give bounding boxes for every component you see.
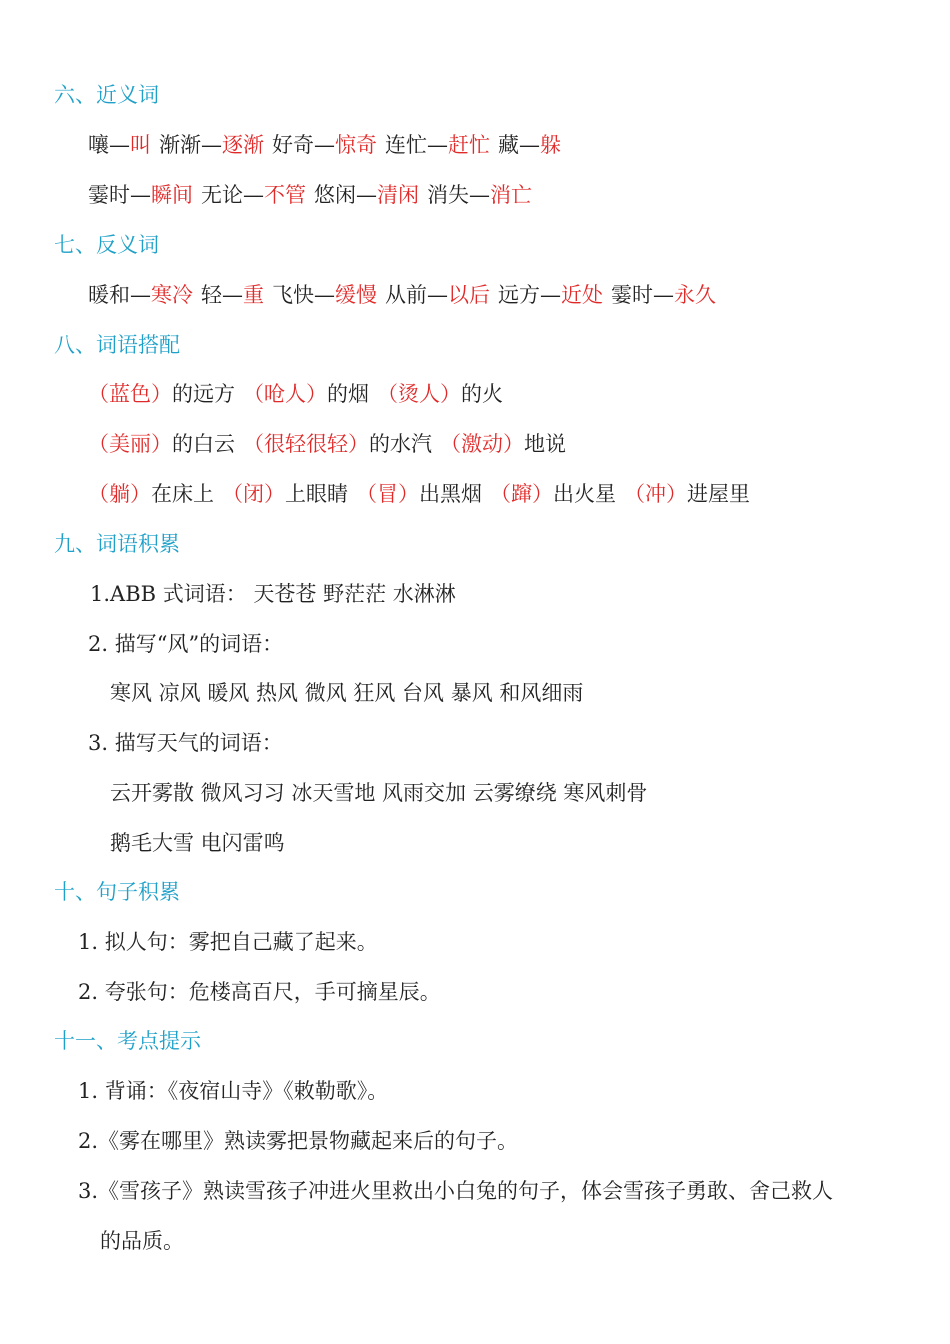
paren: ） — [264, 482, 285, 506]
word: 藏— — [498, 133, 540, 157]
word: 飞快— — [272, 283, 335, 307]
answer-word: 躺 — [109, 482, 130, 506]
weather-words-line-2: 鹅毛大雪 电闪雷鸣 — [110, 831, 285, 855]
synonym-row-2 — [88, 180, 532, 210]
word: 嚷— — [88, 133, 130, 157]
paren: （ — [88, 382, 109, 406]
answer-word: 美丽 — [109, 432, 151, 456]
collocation-item — [440, 432, 566, 456]
answer-word: 叫 — [130, 133, 151, 157]
word: 在床上 — [151, 482, 214, 506]
word-pair — [159, 133, 264, 157]
section-title-vocabulary: 九、词语积累 — [54, 532, 180, 556]
answer-word: 缓慢 — [335, 283, 377, 307]
answer-word: 冲 — [645, 482, 666, 506]
section-title-antonyms: 七、反义词 — [54, 233, 159, 257]
paren: ） — [398, 482, 419, 506]
paren: （ — [88, 432, 109, 456]
word: 渐渐— — [159, 133, 222, 157]
weather-words-line-1: 云开雾散 微风习习 冰天雪地 风雨交加 云雾缭绕 寒风刺骨 — [110, 781, 648, 805]
antonym-row-1 — [88, 280, 716, 310]
collocation-item — [243, 382, 369, 406]
collocation-row-3 — [88, 479, 750, 509]
word-pair — [385, 283, 490, 307]
answer-word: 赶忙 — [448, 133, 490, 157]
word-pair — [88, 283, 193, 307]
paren: ） — [130, 482, 151, 506]
paren: ） — [306, 382, 327, 406]
answer-word: 躲 — [540, 133, 561, 157]
paren: （ — [88, 482, 109, 506]
synonym-row-1 — [88, 130, 561, 160]
word: 的水汽 — [369, 432, 432, 456]
answer-word: 闭 — [243, 482, 264, 506]
collocation-row-1 — [88, 379, 503, 409]
word: 轻— — [201, 283, 243, 307]
paren: （ — [490, 482, 511, 506]
word: 的白云 — [172, 432, 235, 456]
paren: （ — [222, 482, 243, 506]
word: 的烟 — [327, 382, 369, 406]
word-pair — [611, 283, 716, 307]
collocation-item — [222, 482, 348, 506]
collocation-item — [88, 482, 214, 506]
answer-word: 消亡 — [490, 183, 532, 207]
word-pair — [88, 183, 193, 207]
collocation-item — [490, 482, 616, 506]
paren: （ — [356, 482, 377, 506]
paren: （ — [377, 382, 398, 406]
tip-item-3-continued: 的品质。 — [100, 1229, 184, 1253]
answer-word: 呛人 — [264, 382, 306, 406]
section-title-synonyms: 六、近义词 — [54, 83, 159, 107]
paren: ） — [666, 482, 687, 506]
word: 上眼睛 — [285, 482, 348, 506]
word: 从前— — [385, 283, 448, 307]
collocation-item — [377, 382, 503, 406]
word: 进屋里 — [687, 482, 750, 506]
word: 出黑烟 — [419, 482, 482, 506]
paren: （ — [440, 432, 461, 456]
tip-item-1: 1. 背诵：《夜宿山寺》《敕勒歌》。 — [78, 1079, 389, 1103]
answer-word: 瞬间 — [151, 183, 193, 207]
word-pair — [272, 133, 377, 157]
word: 连忙— — [385, 133, 448, 157]
paren: ） — [151, 382, 172, 406]
answer-word: 很轻很轻 — [264, 432, 348, 456]
paren: （ — [243, 382, 264, 406]
word: 出火星 — [553, 482, 616, 506]
vocabulary-item-1: 1.ABB 式词语： 天苍苍 野茫茫 水淋淋 — [90, 582, 456, 606]
word: 悠闲— — [314, 183, 377, 207]
vocabulary-item-3: 3. 描写天气的词语： — [88, 731, 283, 755]
paren: ） — [151, 432, 172, 456]
collocation-item — [624, 482, 750, 506]
word: 远方— — [498, 283, 561, 307]
answer-word: 蓝色 — [109, 382, 151, 406]
answer-word: 蹿 — [511, 482, 532, 506]
word-pair — [201, 283, 264, 307]
sentence-item-1: 1. 拟人句：雾把自己藏了起来。 — [78, 930, 378, 954]
word: 霎时— — [88, 183, 151, 207]
answer-word: 激动 — [461, 432, 503, 456]
answer-word: 不管 — [264, 183, 306, 207]
word-pair — [272, 283, 377, 307]
collocation-item — [88, 382, 235, 406]
answer-word: 惊奇 — [335, 133, 377, 157]
word: 好奇— — [272, 133, 335, 157]
word: 的远方 — [172, 382, 235, 406]
answer-word: 清闲 — [377, 183, 419, 207]
paren: ） — [503, 432, 524, 456]
paren: ） — [532, 482, 553, 506]
tip-item-3: 3.《雪孩子》熟读雪孩子冲进火里救出小白兔的句子，体会雪孩子勇敢、舍己救人 — [78, 1179, 834, 1203]
answer-word: 烫人 — [398, 382, 440, 406]
word: 地说 — [524, 432, 566, 456]
answer-word: 以后 — [448, 283, 490, 307]
tip-item-2: 2.《雾在哪里》熟读雾把景物藏起来后的句子。 — [78, 1129, 519, 1153]
word: 消失— — [427, 183, 490, 207]
word: 霎时— — [611, 283, 674, 307]
answer-word: 永久 — [674, 283, 716, 307]
answer-word: 冒 — [377, 482, 398, 506]
vocabulary-item-2: 2. 描写“风”的词语： — [88, 632, 284, 656]
word-pair — [498, 283, 603, 307]
word-pair — [88, 133, 151, 157]
word-pair — [498, 133, 561, 157]
word: 暖和— — [88, 283, 151, 307]
section-title-sentences: 十、句子积累 — [54, 880, 180, 904]
word-pair — [427, 183, 532, 207]
word-pair — [201, 183, 306, 207]
collocation-item — [356, 482, 482, 506]
wind-words: 寒风 凉风 暖风 热风 微风 狂风 台风 暴风 和风细雨 — [110, 681, 584, 705]
word-pair — [314, 183, 419, 207]
answer-word: 寒冷 — [151, 283, 193, 307]
section-title-exam-tips: 十一、考点提示 — [54, 1029, 201, 1053]
collocation-item — [243, 432, 432, 456]
paren: （ — [624, 482, 645, 506]
collocation-item — [88, 432, 235, 456]
paren: ） — [348, 432, 369, 456]
word-pair — [385, 133, 490, 157]
paren: （ — [243, 432, 264, 456]
word: 的火 — [461, 382, 503, 406]
answer-word: 近处 — [561, 283, 603, 307]
answer-word: 重 — [243, 283, 264, 307]
word: 无论— — [201, 183, 264, 207]
sentence-item-2: 2. 夸张句：危楼高百尺，手可摘星辰。 — [78, 980, 441, 1004]
collocation-row-2 — [88, 429, 566, 459]
answer-word: 逐渐 — [222, 133, 264, 157]
section-title-collocation: 八、词语搭配 — [54, 333, 180, 357]
paren: ） — [440, 382, 461, 406]
